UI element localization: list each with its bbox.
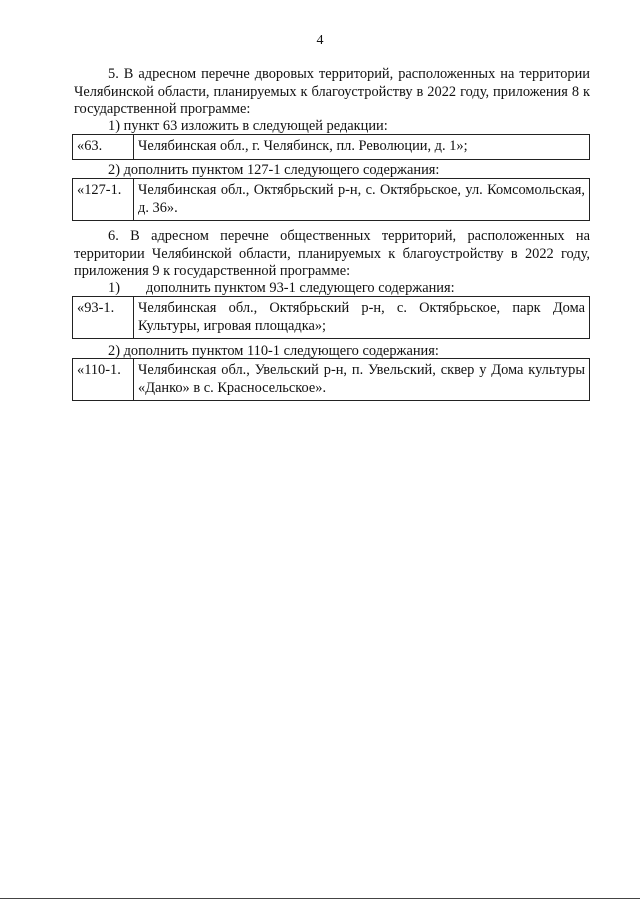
section-5-item-1-table: [72, 134, 590, 160]
row-text: Челябинская обл., Октябрьский р-н, с. Октябрьское, ул. Комсомольская, д. 36».: [134, 179, 590, 221]
row-number: «110-1.: [73, 359, 134, 401]
section-6-number: 6.: [108, 228, 119, 244]
section-6-text: В адресном перечне общественных территорий, расположенных на территории Челябинской области, планируемых к благоустройству в 2022 году, приложения 9 к государственной программе:: [74, 228, 590, 279]
page-number: 4: [316, 33, 324, 48]
section-5-item-2-instruction: 2) дополнить пунктом 127-1 следующего содержания:: [108, 162, 440, 178]
table-row: [73, 359, 590, 401]
instruction-text: дополнить пунктом 93-1 следующего содержания:: [146, 280, 455, 296]
section-5-text: В адресном перечне дворовых территорий, расположенных на территории Челябинской области, планируемых к благоустройству в 2022 году, приложения 8 к государственной программе:: [74, 66, 590, 117]
row-number: «93-1.: [73, 297, 134, 339]
section-5-item-2-table: [72, 178, 590, 221]
footer-divider: [0, 898, 640, 899]
section-5-number: 5.: [108, 66, 119, 82]
row-text: Челябинская обл., г. Челябинск, пл. Революции, д. 1»;: [134, 135, 590, 160]
section-6-paragraph: [74, 228, 590, 281]
row-text: Челябинская обл., Октябрьский р-н, с. Октябрьское, парк Дома Культуры, игровая площадка»;: [134, 297, 590, 339]
section-6-item-1-table: [72, 296, 590, 339]
section-6-item-2-table: [72, 358, 590, 401]
section-6-item-1-instruction: [108, 280, 455, 297]
section-5-item-1-instruction: 1) пункт 63 изложить в следующей редакции:: [108, 118, 388, 134]
section-5-paragraph: [74, 66, 590, 119]
row-number: «63.: [73, 135, 134, 160]
row-text: Челябинская обл., Увельский р-н, п. Увельский, сквер у Дома культуры «Данко» в с. Красносельское».: [134, 359, 590, 401]
row-number: «127-1.: [73, 179, 134, 221]
table-row: [73, 135, 590, 160]
instruction-number: 1): [108, 280, 120, 296]
table-row: [73, 297, 590, 339]
table-row: [73, 179, 590, 221]
section-6-item-2-instruction: 2) дополнить пунктом 110-1 следующего содержания:: [108, 343, 439, 359]
